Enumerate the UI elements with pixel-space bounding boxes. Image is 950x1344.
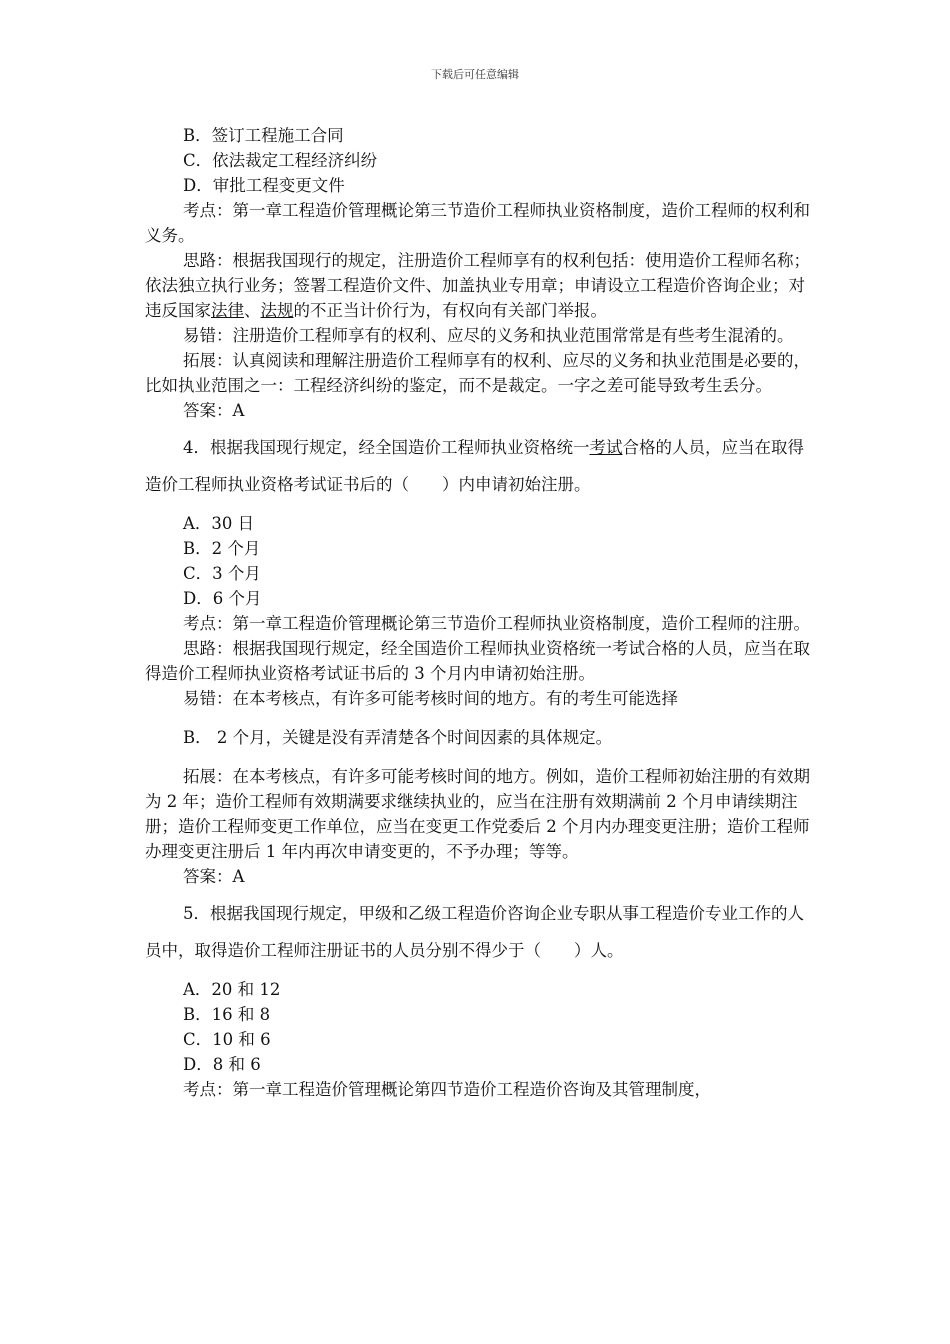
answer-line: 答案：A	[183, 867, 245, 886]
silu-text-a: 思路：根据我国现行的规定，注册造价工程师享有的权利包括：使用造价工程师名称；依法独立执行业务；签署工程造价文件、加盖执业专用章；申请设立工程造价咨询企业；对违反国家	[145, 251, 810, 320]
law-link[interactable]: 法律	[211, 301, 244, 320]
option-d: D．审批工程变更文件	[183, 176, 345, 195]
kaodian-paragraph: 考点：第一章工程造价管理概论第四节造价工程造价咨询及其管理制度，	[183, 1080, 711, 1099]
yicuo-continuation: B． 2 个月，关键是没有弄清楚各个时间因素的具体规定。	[183, 728, 613, 747]
question-4-text-b: 合格的人员，应当在取得造价工程师执业资格考试证书后的（ ）内申请初始注册。	[145, 438, 804, 494]
kaodian-paragraph: 考点：第一章工程造价管理概论第三节造价工程师执业资格制度，造价工程师的注册。	[183, 614, 810, 633]
option-c: C．3 个月	[183, 564, 261, 583]
regulation-link[interactable]: 法规	[260, 301, 294, 320]
kaodian-paragraph: 考点：第一章工程造价管理概论第三节造价工程师执业资格制度，造价工程师的权利和义务。	[145, 201, 810, 245]
question-5: 5．根据我国现行规定，甲级和乙级工程造价咨询企业专职从事工程造价专业工作的人员中，取得造价工程师注册证书的人员分别不得少于（ ）人。	[145, 904, 804, 960]
option-c: C．依法裁定工程经济纠纷	[183, 151, 378, 170]
option-d: D．6 个月	[183, 589, 262, 608]
option-a: A．20 和 12	[183, 980, 281, 999]
question-4	[145, 429, 813, 503]
exam-link[interactable]: 考试	[589, 438, 623, 457]
silu-separator: 、	[244, 301, 261, 320]
option-d: D．8 和 6	[183, 1055, 261, 1074]
tuozhan-paragraph: 拓展：在本考核点，有许多可能考核时间的地方。例如，造价工程师初始注册的有效期为 2 年；造价工程师有效期满要求继续执业的，应当在注册有效期满前 2 个月申请续期注册；造价工程师变更工作单位，应当在变更工作党委后 2 个月内办理变更注册；造价工程师办理变更注册后 1 年内再次申请变更的，不予办理；等等。	[145, 767, 810, 861]
silu-text-b: 的不正当计价行为，有权向有关部门举报。	[293, 301, 607, 320]
page-header: 下载后可任意编辑	[431, 68, 519, 81]
yicuo-paragraph: 易错：注册造价工程师享有的权利、应尽的义务和执业范围常常是有些考生混淆的。	[183, 326, 794, 345]
silu-paragraph: 思路：根据我国现行规定，经全国造价工程师执业资格统一考试合格的人员，应当在取得造价工程师执业资格考试证书后的 3 个月内申请初始注册。	[145, 639, 810, 683]
answer-line: 答案：A	[183, 401, 245, 420]
option-b: B．签订工程施工合同	[183, 126, 344, 145]
tuozhan-paragraph: 拓展：认真阅读和理解注册造价工程师享有的权利、应尽的义务和执业范围是必要的，比如执业范围之一：工程经济纠纷的鉴定，而不是裁定。一字之差可能导致考生丢分。	[145, 351, 810, 395]
option-a: A．30 日	[183, 514, 255, 533]
document-body	[145, 123, 813, 1102]
yicuo-paragraph: 易错：在本考核点，有许多可能考核时间的地方。有的考生可能选择	[183, 689, 678, 708]
silu-paragraph	[145, 248, 813, 323]
option-b: B．16 和 8	[183, 1005, 271, 1024]
question-4-text-a: 4．根据我国现行规定，经全国造价工程师执业资格统一	[183, 438, 590, 457]
option-c: C．10 和 6	[183, 1030, 271, 1049]
option-b: B．2 个月	[183, 539, 261, 558]
